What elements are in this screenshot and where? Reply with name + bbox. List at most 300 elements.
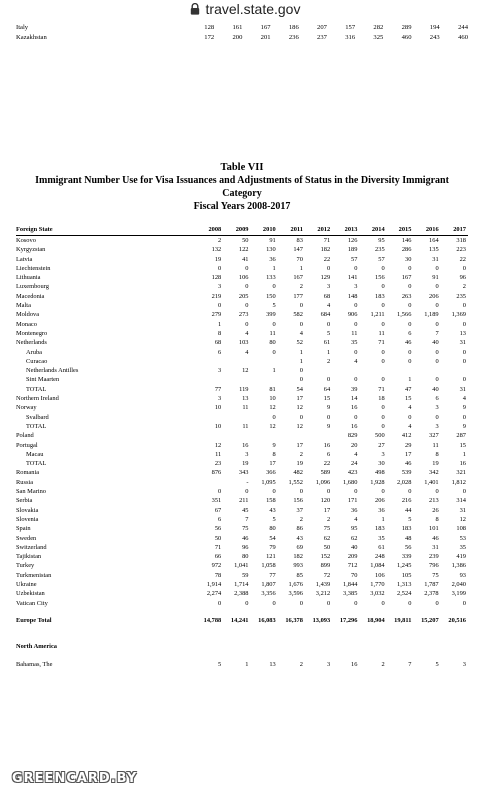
year-value: 399	[266, 311, 276, 319]
year-value: 0	[218, 302, 222, 310]
year-value: 0	[354, 599, 358, 607]
table-row	[16, 292, 468, 301]
table-row	[16, 255, 468, 264]
year-value: 684	[320, 311, 331, 319]
year-value: 119	[239, 385, 249, 393]
year-value: 3	[462, 660, 466, 668]
year-value: 80	[269, 339, 276, 347]
europe-total-row	[16, 608, 468, 634]
header-year: 2013	[332, 224, 359, 236]
year-value: 146	[401, 237, 412, 244]
year-value: 11	[432, 441, 439, 449]
year-value: 16	[351, 660, 358, 668]
table-row	[16, 441, 468, 450]
year-value: 0	[408, 348, 412, 356]
state-name: Curacao	[26, 357, 48, 365]
year-value: 186	[288, 23, 299, 31]
year-value: 16	[351, 422, 358, 430]
year-value: 77	[214, 385, 222, 393]
table-titles	[16, 161, 468, 213]
year-value: 167	[401, 274, 412, 282]
year-value: 2	[299, 450, 303, 458]
year-value: 6	[218, 515, 222, 523]
year-value: 1,041	[234, 562, 249, 570]
year-value: 36	[269, 255, 276, 263]
year-value: 0	[408, 320, 412, 328]
state-name: Luxembourg	[16, 283, 49, 291]
year-value: 0	[435, 264, 439, 272]
year-value	[196, 357, 223, 366]
year-value: 10	[269, 395, 276, 403]
year-value: 0	[381, 376, 385, 384]
year-value: 59	[242, 571, 249, 579]
year-value	[223, 357, 250, 366]
year-value: 47	[405, 385, 412, 393]
table-row	[16, 459, 468, 468]
table-row	[16, 282, 468, 291]
year-value: 12	[242, 367, 249, 375]
state-name: San Marino	[16, 488, 46, 496]
table-row	[16, 571, 468, 580]
year-value: 0	[462, 348, 466, 356]
state-name: Portugal	[16, 441, 38, 449]
region-spacer	[196, 634, 468, 660]
year-value: 0	[326, 488, 331, 496]
year-value: 128	[204, 23, 215, 31]
year-value: 3	[435, 404, 439, 412]
year-value: 130	[266, 246, 276, 254]
year-value: 211	[239, 497, 249, 505]
year-value: 1,807	[261, 580, 276, 588]
year-value: 1,245	[397, 562, 412, 570]
year-value: 15	[459, 441, 466, 449]
table-title: Table VII	[220, 162, 264, 173]
watermark: GREENCARD.BY	[12, 771, 138, 786]
year-value: 0	[272, 599, 276, 607]
state-name: Sweden	[16, 534, 37, 542]
year-value: 500	[375, 432, 385, 440]
year-value: 0	[354, 264, 358, 272]
year-value	[250, 357, 277, 366]
year-value: 0	[381, 357, 385, 365]
state-name: Netherlands Antilles	[26, 367, 79, 375]
year-value: 1,211	[370, 311, 385, 319]
table-row	[16, 348, 468, 357]
year-value: 10	[214, 422, 222, 430]
year-value: 122	[238, 246, 249, 254]
year-value: 39	[351, 385, 358, 393]
year-value: 18	[378, 395, 385, 403]
year-value: 0	[299, 488, 303, 496]
year-value: 0	[462, 357, 466, 365]
year-value: 906	[347, 311, 358, 319]
year-value: 45	[242, 506, 249, 514]
year-value: 22	[323, 460, 331, 468]
year-value: 1,914	[206, 580, 222, 588]
year-value: 66	[214, 553, 222, 561]
year-value: 4	[462, 395, 466, 403]
table-row	[16, 236, 468, 246]
year-value: 1	[299, 348, 303, 356]
year-value: 219	[211, 292, 222, 300]
year-value: 1,566	[397, 311, 412, 319]
year-value	[387, 366, 414, 375]
year-value: 19	[214, 255, 222, 263]
year-value: 95	[378, 237, 385, 244]
year-value: 93	[459, 571, 466, 579]
year-value: 24	[351, 460, 358, 468]
year-value: 316	[345, 33, 356, 41]
year-value: 1	[299, 357, 303, 365]
year-value: 11	[242, 422, 249, 430]
year-value: 3	[218, 367, 222, 375]
year-value: 19,811	[394, 617, 412, 625]
table-row	[16, 478, 468, 487]
year-value: 22	[323, 255, 331, 263]
year-value: 11	[378, 329, 385, 337]
table-row	[16, 589, 468, 598]
year-value: 327	[429, 432, 439, 440]
year-value: 31	[432, 255, 439, 263]
year-value: 54	[296, 385, 303, 393]
year-value: 1,084	[370, 562, 385, 570]
year-value: 57	[378, 255, 385, 263]
year-value: 9	[462, 404, 466, 412]
year-value: 50	[323, 543, 331, 551]
year-value: 72	[323, 571, 331, 579]
year-value: 2	[326, 515, 331, 523]
year-value: 31	[459, 385, 466, 393]
year-value: 101	[429, 525, 439, 533]
year-value: 4	[354, 515, 358, 523]
table-row	[16, 599, 468, 608]
year-value: 1,439	[315, 580, 331, 588]
header-foreign-state: Foreign State	[16, 224, 196, 236]
year-value: 67	[214, 506, 222, 514]
year-value: 1,369	[451, 311, 466, 319]
year-value: 0	[381, 348, 385, 356]
year-value: 96	[242, 543, 249, 551]
year-value	[223, 413, 250, 422]
year-value: 0	[435, 376, 439, 384]
year-value: 1	[245, 660, 249, 668]
year-value: 1,401	[424, 478, 439, 486]
year-value: 343	[238, 469, 249, 477]
table-row	[16, 534, 468, 543]
year-value: 899	[320, 562, 331, 570]
year-value: 539	[401, 469, 412, 477]
table-row	[16, 264, 468, 273]
year-value: 412	[401, 432, 412, 440]
year-value: 158	[266, 497, 276, 505]
year-value: 2,524	[397, 590, 412, 598]
year-value: 239	[429, 553, 439, 561]
year-value: 14,788	[203, 617, 222, 625]
year-value: 95	[351, 525, 358, 533]
year-value: 7	[435, 329, 439, 337]
table-years: Fiscal Years 2008-2017	[193, 201, 291, 212]
year-value: 75	[242, 525, 249, 533]
year-value: 351	[211, 497, 222, 505]
year-value: 14	[351, 395, 358, 403]
year-value: 183	[375, 525, 385, 533]
year-value: 14,241	[230, 617, 249, 625]
year-value: 3	[381, 450, 385, 458]
state-name: Kazakhstan	[16, 33, 47, 41]
year-value: 0	[381, 413, 385, 421]
year-value: 0	[435, 302, 439, 310]
year-value: 206	[375, 497, 385, 505]
year-value: 206	[429, 292, 439, 300]
year-value: 1	[408, 376, 412, 384]
year-value: 30	[405, 255, 412, 263]
year-value: 314	[456, 497, 466, 505]
state-name: Ukraine	[16, 580, 37, 588]
year-value: 3,356	[261, 590, 276, 598]
year-value: 4	[245, 329, 249, 337]
year-value: 11	[215, 450, 222, 458]
year-value: 96	[459, 274, 466, 282]
year-value: 1	[326, 348, 331, 356]
year-value: 2	[462, 283, 466, 291]
year-value: 12	[296, 404, 303, 412]
table-row	[16, 552, 468, 561]
year-value: 9	[326, 422, 331, 430]
year-value: 3,596	[288, 590, 303, 598]
year-value: 2,274	[206, 590, 222, 598]
year-value: 8	[218, 329, 222, 337]
year-value: 0	[326, 376, 331, 384]
year-value: 0	[299, 367, 303, 375]
year-value	[359, 366, 386, 375]
year-value: 7	[408, 660, 412, 668]
table-row	[16, 543, 468, 552]
year-value: 0	[462, 413, 466, 421]
table-row	[16, 394, 468, 403]
year-value: 0	[245, 283, 249, 291]
year-value: 106	[375, 571, 385, 579]
year-value: 287	[456, 432, 466, 440]
year-value: 12	[296, 422, 303, 430]
year-value: 79	[269, 543, 276, 551]
region-heading-row	[16, 634, 468, 660]
year-value	[196, 431, 223, 440]
year-value: 0	[435, 283, 439, 291]
header-year: 2012	[305, 224, 332, 236]
year-value: 0	[272, 488, 276, 496]
year-value: 589	[320, 469, 331, 477]
year-value: 3,385	[343, 590, 358, 598]
year-value: 460	[401, 33, 412, 41]
year-value: 3	[326, 283, 331, 291]
year-value: 460	[458, 33, 468, 41]
year-value: 156	[375, 274, 385, 282]
year-value: 61	[378, 543, 385, 551]
year-value: 31	[459, 506, 466, 514]
year-value: 0	[245, 264, 249, 272]
year-value: 12	[269, 422, 276, 430]
year-value: 2	[299, 283, 303, 291]
year-value: 0	[354, 488, 358, 496]
year-value: 9	[272, 441, 276, 449]
year-value: 1	[381, 515, 385, 523]
year-value: 189	[347, 246, 358, 254]
year-value: 1	[299, 264, 303, 272]
year-value: 279	[211, 311, 222, 319]
header-year: 2017	[441, 224, 468, 236]
state-name: Russia	[16, 478, 34, 486]
table-row	[16, 496, 468, 505]
year-value: 53	[459, 534, 466, 542]
year-value: 339	[401, 553, 412, 561]
year-value: 19	[242, 460, 249, 468]
table-row	[16, 357, 468, 366]
state-name: Northern Ireland	[16, 395, 59, 403]
year-value: 46	[432, 534, 439, 542]
year-value: 1	[272, 367, 276, 375]
year-value: 62	[351, 534, 358, 542]
year-value: 17	[269, 460, 276, 468]
year-value: 57	[351, 255, 358, 263]
year-value: 0	[381, 422, 385, 430]
year-value: 68	[323, 292, 331, 300]
year-value: 18,904	[367, 617, 385, 625]
year-value: 31	[432, 543, 439, 551]
year-value: 0	[354, 320, 358, 328]
year-value: 91	[432, 274, 439, 282]
year-value: 209	[347, 553, 358, 561]
year-value: 17	[296, 395, 303, 403]
year-value: 243	[429, 33, 440, 41]
year-value	[250, 431, 277, 440]
year-value: 4	[245, 348, 249, 356]
year-value: 19	[296, 460, 303, 468]
year-value: 152	[320, 553, 331, 561]
year-value: 17	[296, 441, 303, 449]
year-value: 46	[405, 339, 412, 347]
state-name: Vatican City	[16, 599, 48, 607]
year-value: 4	[408, 422, 412, 430]
year-value: 103	[238, 339, 249, 347]
year-value: 23	[214, 460, 222, 468]
year-value: 236	[288, 33, 299, 41]
year-value: 64	[323, 385, 331, 393]
year-value: 4	[299, 329, 303, 337]
state-name: North America	[16, 643, 57, 651]
state-name: Malta	[16, 302, 31, 310]
header-year: 2015	[387, 224, 414, 236]
year-value	[196, 375, 223, 384]
year-value: 2,388	[234, 590, 249, 598]
table-row	[16, 422, 468, 431]
year-value: 50	[242, 237, 249, 244]
year-value: 3	[245, 450, 249, 458]
year-value: 105	[401, 571, 412, 579]
year-value: 0	[272, 320, 276, 328]
state-name: Liechtenstein	[16, 264, 51, 272]
year-value: 31	[459, 339, 466, 347]
state-name: Aruba	[26, 348, 42, 356]
table-row	[16, 468, 468, 477]
year-value: 80	[269, 525, 276, 533]
header-year: 2008	[196, 224, 223, 236]
header-year: 2014	[359, 224, 386, 236]
year-value: 5	[272, 515, 276, 523]
table-row	[16, 403, 468, 412]
year-value: 147	[293, 246, 303, 254]
year-value: -	[246, 478, 249, 486]
year-value	[223, 431, 250, 440]
header-year: 2011	[278, 224, 305, 236]
year-value: 1,844	[343, 580, 358, 588]
year-value: 1,552	[288, 478, 303, 486]
year-value: 5	[408, 515, 412, 523]
year-value: 8	[435, 450, 439, 458]
year-value: 0	[381, 320, 385, 328]
year-value: 207	[317, 23, 327, 31]
year-value: 172	[204, 33, 215, 41]
year-value: 0	[462, 320, 466, 328]
year-value: 1,676	[288, 580, 303, 588]
state-name: Netherlands	[16, 339, 47, 347]
table-row	[16, 660, 468, 669]
year-value: 26	[432, 506, 439, 514]
table-row	[16, 320, 468, 329]
year-value: 1,058	[261, 562, 276, 570]
year-value: 4	[326, 302, 331, 310]
address-bar[interactable]	[0, 0, 490, 18]
state-name: Kosovo	[16, 237, 36, 244]
year-value: 6	[435, 395, 439, 403]
year-value: 44	[405, 506, 412, 514]
year-value: 3	[354, 283, 358, 291]
year-value: 712	[347, 562, 358, 570]
year-value: 40	[432, 339, 439, 347]
year-value: 0	[408, 283, 412, 291]
state-name: Turkmenistan	[16, 571, 52, 579]
year-value: 0	[381, 283, 385, 291]
year-value: 17	[405, 450, 412, 458]
year-value: 81	[269, 385, 276, 393]
year-value: 120	[320, 497, 331, 505]
year-value: 156	[293, 497, 303, 505]
year-value: 36	[351, 506, 358, 514]
year-value: 70	[296, 255, 303, 263]
year-value: 27	[378, 441, 385, 449]
year-value: 148	[347, 292, 358, 300]
year-value	[305, 431, 332, 440]
year-value: 75	[323, 525, 331, 533]
year-value: 13,093	[312, 617, 331, 625]
year-value: 1,313	[397, 580, 412, 588]
year-value: 86	[296, 525, 303, 533]
year-value: 48	[405, 534, 412, 542]
year-value: 205	[238, 292, 249, 300]
year-value: 4	[408, 404, 412, 412]
state-name: Kyrgyzstan	[16, 246, 46, 254]
year-value: 43	[296, 534, 303, 542]
year-value: 0	[381, 264, 385, 272]
year-value: 796	[429, 562, 439, 570]
year-value: 2	[381, 660, 385, 668]
year-value: 68	[214, 339, 222, 347]
year-value: 0	[435, 599, 439, 607]
year-value: 77	[269, 571, 276, 579]
year-value: 0	[326, 320, 331, 328]
year-value: 4	[354, 357, 358, 365]
year-value: 201	[260, 33, 271, 41]
year-value: 0	[354, 413, 358, 421]
